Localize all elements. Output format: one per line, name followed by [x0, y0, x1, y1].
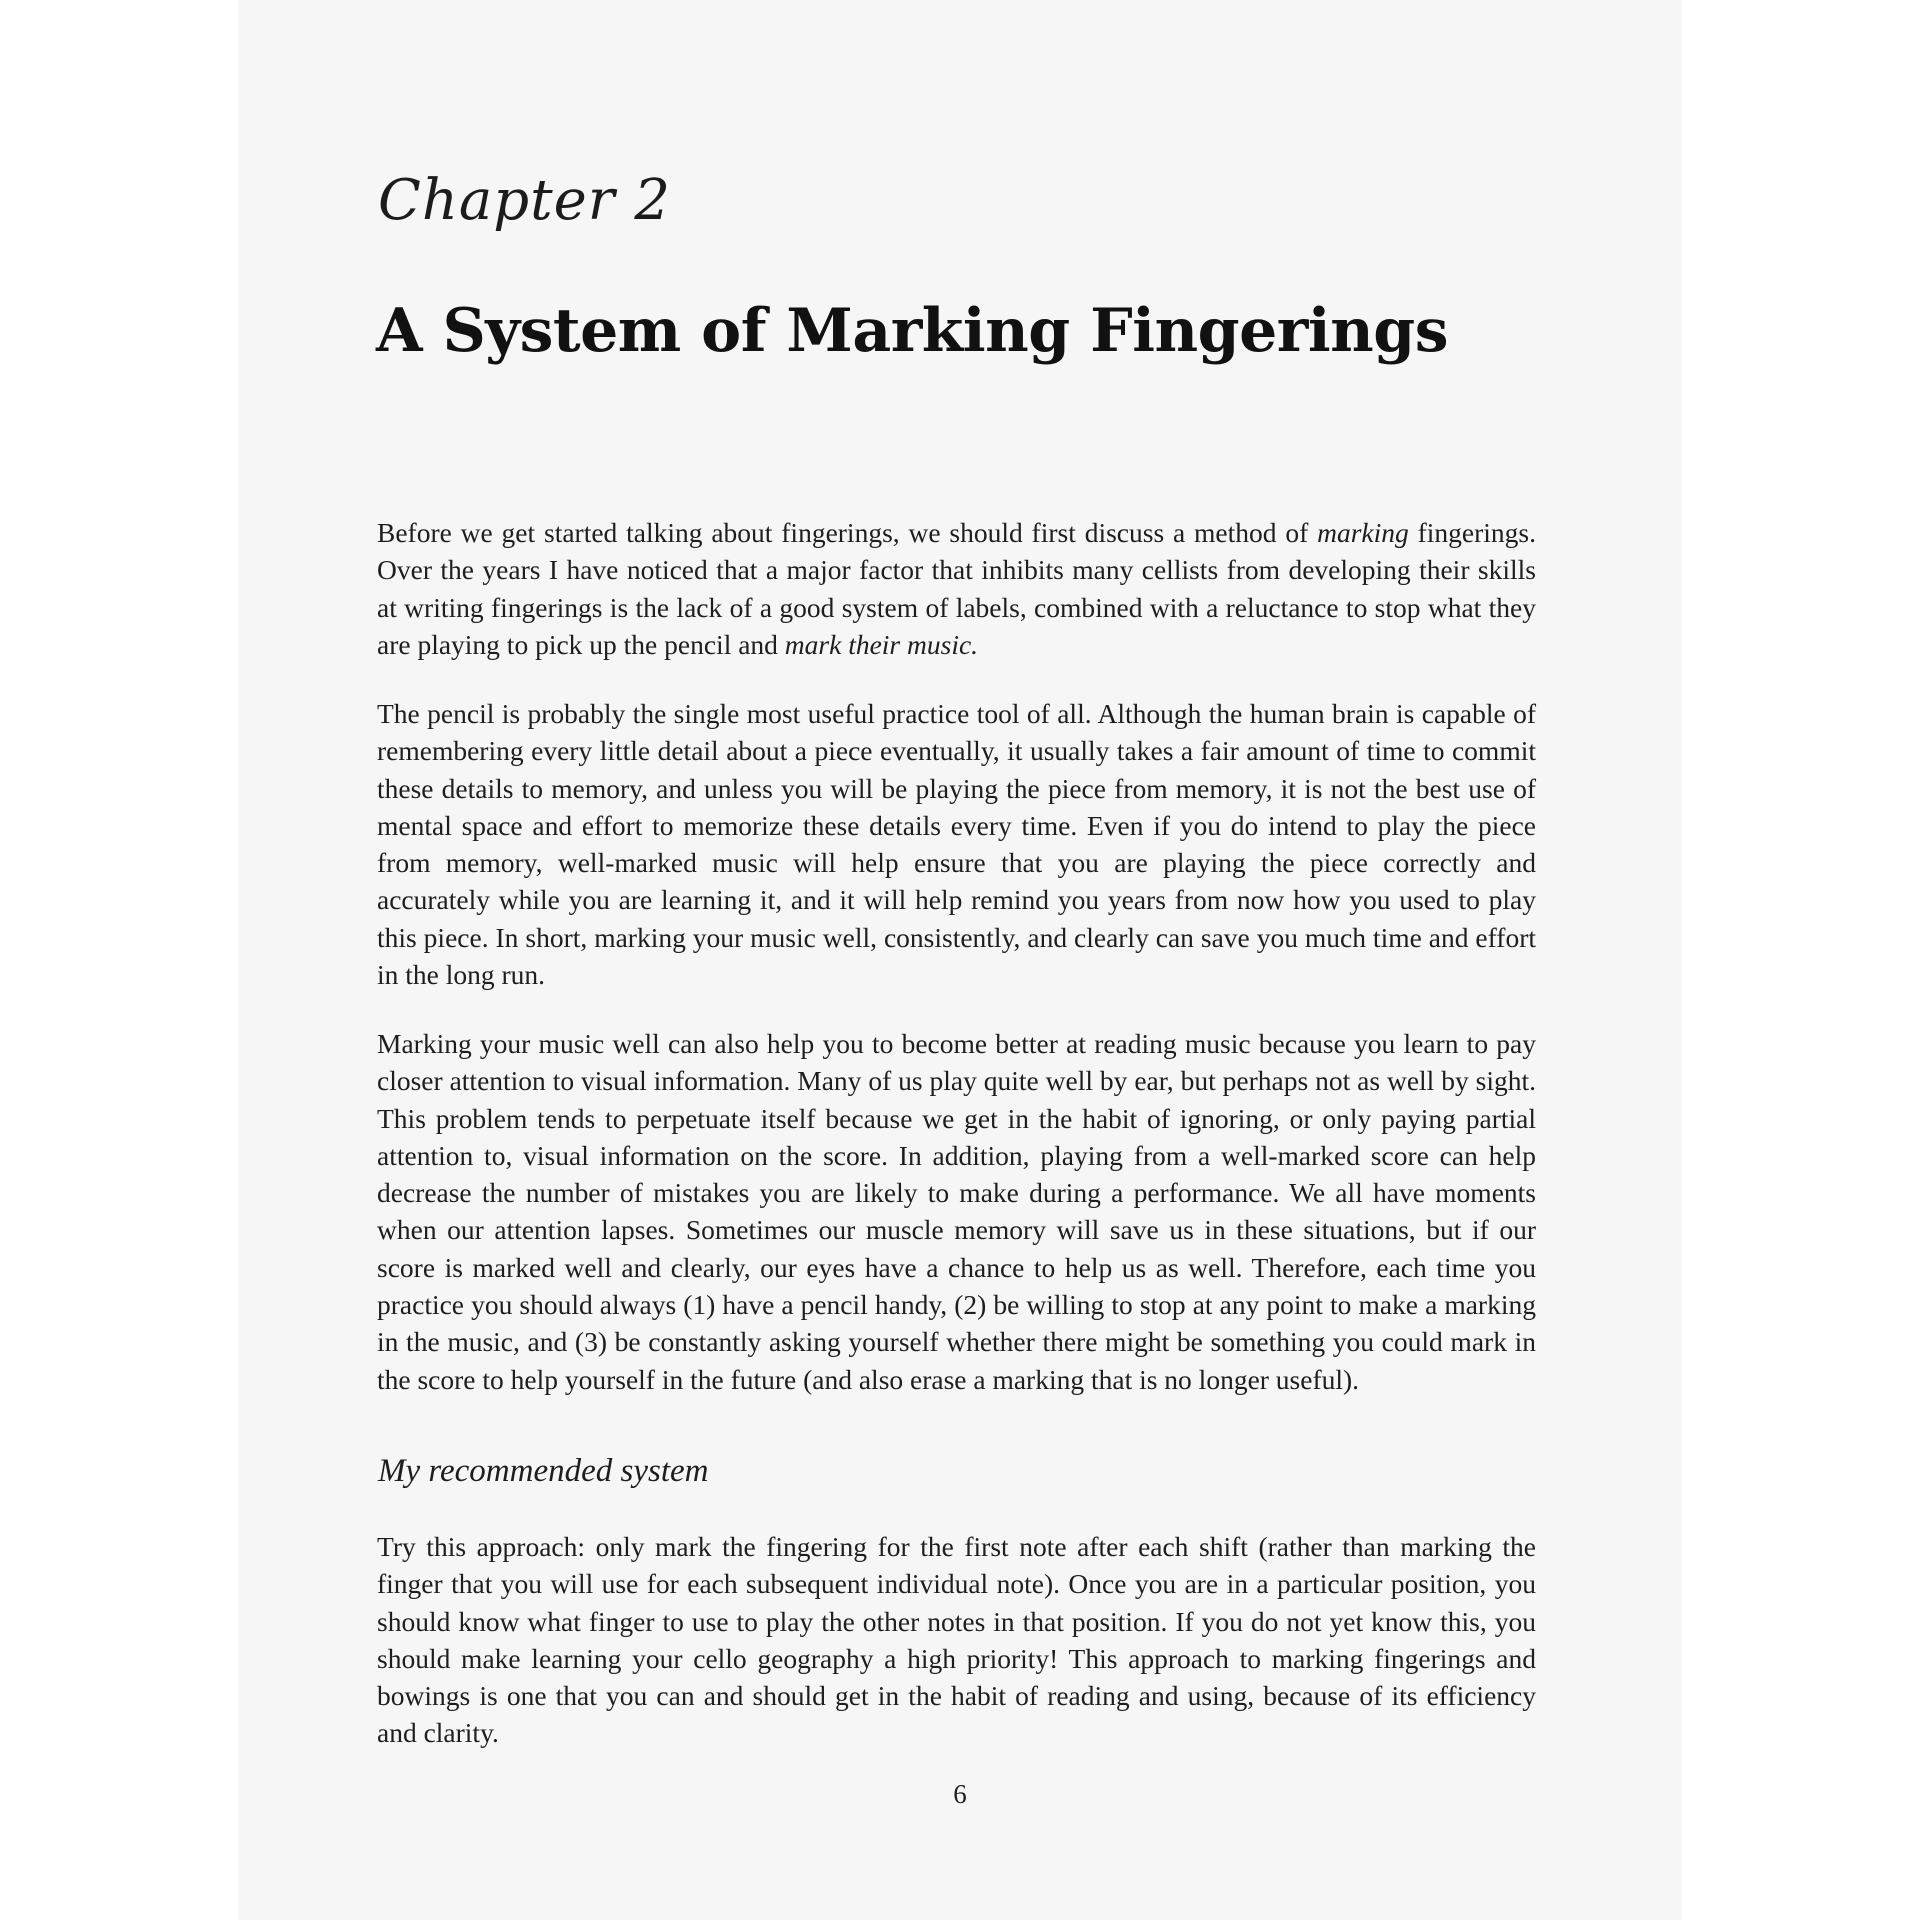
chapter-label: Chapter 2	[378, 168, 671, 233]
page-number: 6	[953, 1779, 967, 1809]
paragraph-intro-emphasis-marking: marking	[1317, 517, 1409, 548]
paragraph-approach: Try this approach: only mark the fingering for the first note after each shift (rather than marking the finger that you will use for each subsequent individual note). Once you are in a particular position, you should know what finger to use to play the other notes in that position. If you do not yet know this, you should make learning your cello geography a high priority! This approach to marking fingerings and bowings is one that you can and should get in the habit of reading and using, because of its efficiency and clarity.	[377, 1531, 1536, 1749]
chapter-title: A System of Marking Fingerings	[376, 296, 1449, 366]
paragraph-intro	[377, 514, 1536, 663]
paragraph-intro-text-c: fingerings. Over the years I have noticed that a major factor that inhibits many cellists from developing their skills at writing fingerings is the lack of a good system of labels, combined with a reluctance to stop what they are playing to pick up the pencil and	[377, 517, 1536, 660]
paragraph-intro-text-a: Before we get started talking about fingerings, we should first discuss a method of	[377, 517, 1318, 548]
section-subheading: My recommended system	[378, 1453, 709, 1489]
paragraph-intro-emphasis-mark-music: mark their music.	[784, 628, 979, 660]
paragraph-pencil: The pencil is probably the single most useful practice tool of all. Although the human brain is capable of remembering every little detail about a piece eventually, it usually takes a fair amount of time to commit these details to memory, and unless you will be playing the piece from memory, it is not the best use of mental space and effort to memorize these details every time. Even if you do intend to play the piece from memory, well-marked music will help ensure that you are playing the piece correctly and accurately while you are learning it, and it will help remind you years from now how you used to play this piece. In short, marking your music well, consistently, and clearly can save you much time and effort in the long run.	[377, 698, 1536, 991]
paragraph-reading-music: Marking your music well can also help you to become better at reading music because you learn to pay closer attention to visual information. Many of us play quite well by ear, but perhaps not as well by sight. This problem tends to perpetuate itself because we get in the habit of ignoring, or only paying partial attention to, visual information on the score. In addition, playing from a well-marked score can help decrease the number of mistakes you are likely to make during a performance. We all have moments when our attention lapses. Sometimes our muscle memory will save us in these situations, but if our score is marked well and clearly, our eyes have a chance to help us as well. Therefore, each time you practice you should always (1) have a pencil handy, (2) be willing to stop at any point to make a marking in the music, and (3) be constantly asking yourself whether there might be something you could mark in the score to help yourself in the future (and also erase a marking that is no longer useful).	[377, 1028, 1536, 1395]
